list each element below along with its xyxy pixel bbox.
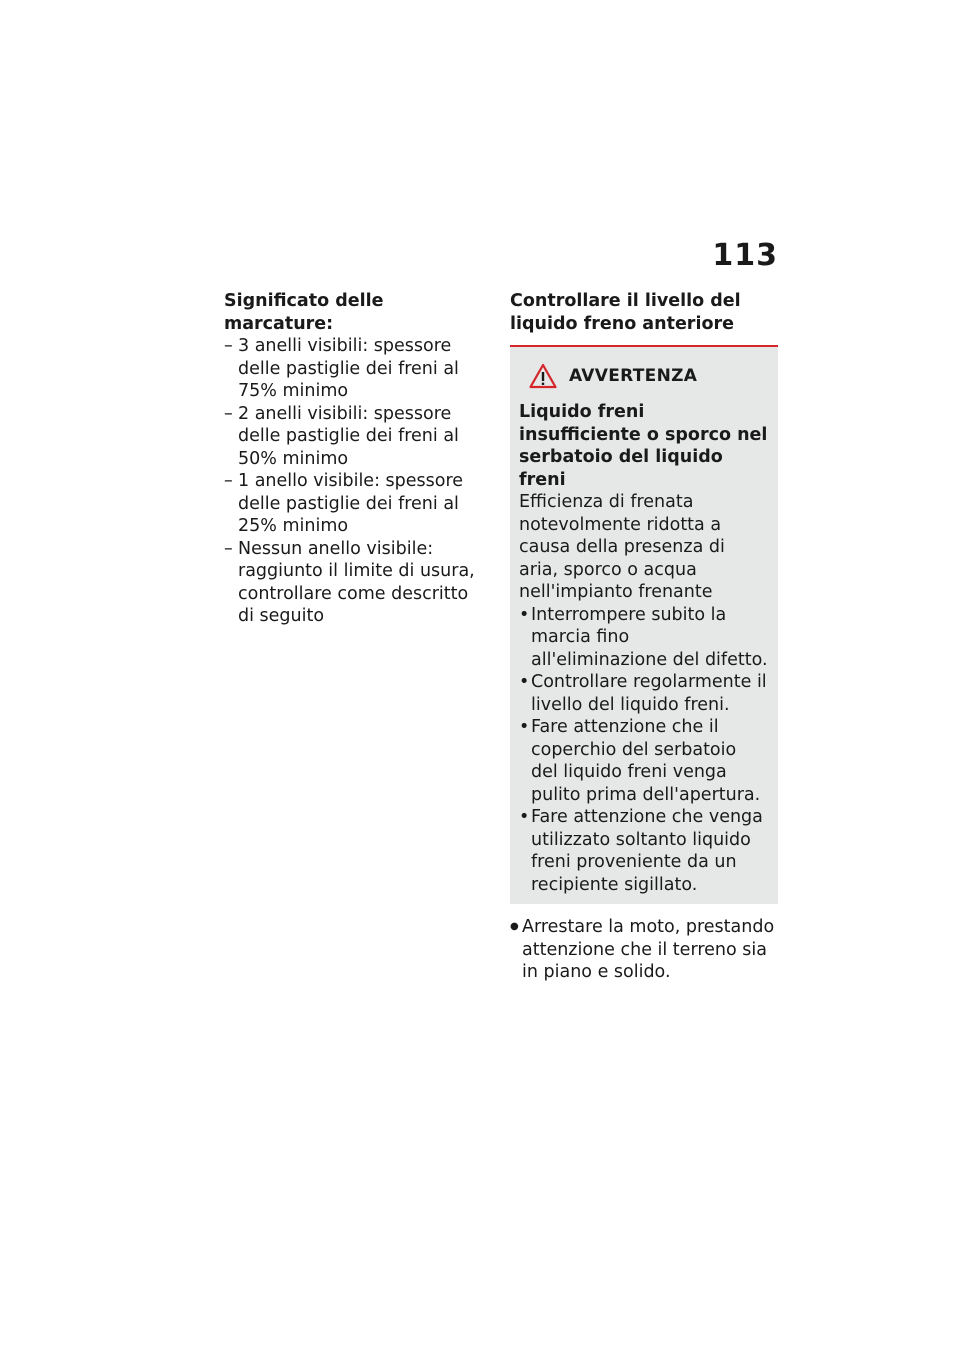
warning-triangle-icon [529, 363, 557, 389]
warning-box [510, 347, 778, 904]
list-item: • Fare attenzione che il coperchio del serbatoio del liquido freni venga pulito prima dell'apertura. [519, 716, 768, 806]
warning-description: Efficienza di frenata notevolmente ridotta a causa della presenza di aria, sporco o acqua nell'impianto frenante [519, 492, 725, 602]
action-steps [510, 916, 778, 984]
page-number: 113 [712, 238, 778, 273]
warning-subtitle: Liquido freni insufficiente o sporco nel serbatoio del liquido freni [519, 402, 768, 490]
markings-heading: Significato delle marcature: [224, 291, 384, 334]
list-item: • Controllare regolarmente il livello del liquido freni. [519, 671, 768, 716]
section-title: Controllare il livello del liquido freno anteriore [510, 291, 741, 334]
left-column [224, 290, 488, 628]
warning-bullets [519, 604, 768, 897]
list-item: – Nessun anello visibile: raggiunto il limite di usura, controllare come descritto di seguito [224, 538, 488, 628]
warning-header [529, 363, 768, 389]
list-item: – 1 anello visibile: spessore delle pastiglie dei freni al 25% minimo [224, 470, 488, 538]
warning-label: AVVERTENZA [569, 365, 698, 386]
markings-list [224, 335, 488, 628]
list-item: – 3 anelli visibili: spessore delle pastiglie dei freni al 75% minimo [224, 335, 488, 403]
list-item: ● Arrestare la moto, prestando attenzione che il terreno sia in piano e solido. [510, 916, 778, 984]
right-column [510, 290, 778, 984]
list-item: • Interrompere subito la marcia fino all'eliminazione del difetto. [519, 604, 768, 672]
list-item: – 2 anelli visibili: spessore delle pastiglie dei freni al 50% minimo [224, 403, 488, 471]
list-item: • Fare attenzione che venga utilizzato soltanto liquido freni proveniente da un recipiente sigillato. [519, 806, 768, 896]
